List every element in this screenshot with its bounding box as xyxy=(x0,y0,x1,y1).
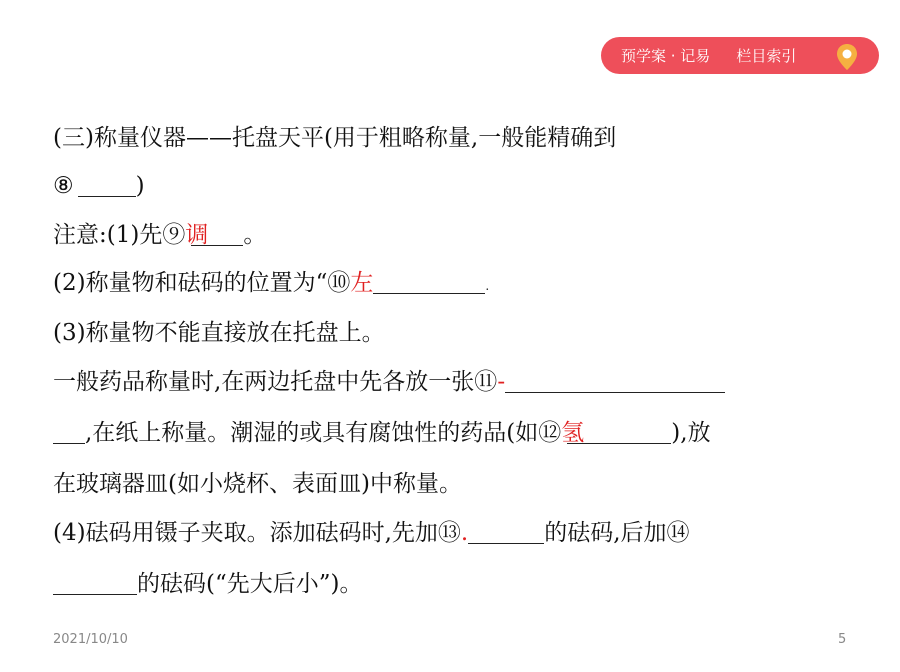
answer-blank-12[interactable] xyxy=(567,421,671,444)
text-line-7 xyxy=(53,418,711,448)
note-1-text: 注意:(1)先⑨ xyxy=(53,222,186,248)
answer-13: . xyxy=(460,520,469,546)
answer-blank-9[interactable] xyxy=(191,223,243,246)
period: 。 xyxy=(243,222,267,248)
answer-12: 氢 xyxy=(561,420,585,446)
nav-column-index[interactable]: 栏目索引 xyxy=(736,47,797,65)
nav-preview-study[interactable]: 预学案 · 记易 xyxy=(621,47,711,65)
location-pin-icon[interactable] xyxy=(835,43,859,71)
note-2-text: (2)称量物和砝码的位置为“⑩ xyxy=(53,270,351,296)
answer-9: 调 xyxy=(185,222,209,248)
text-line-9 xyxy=(53,518,690,548)
weights-end-text: 的砝码(“先大后小”)。 xyxy=(137,571,363,597)
text-line-5: (3)称量物不能直接放在托盘上。 xyxy=(53,320,385,346)
answer-blank-11-cont[interactable] xyxy=(53,421,85,444)
answer-blank-13[interactable] xyxy=(468,521,544,544)
dot: . xyxy=(485,279,490,293)
text-line-3 xyxy=(53,220,266,250)
text-line-2 xyxy=(53,171,145,201)
page-number: 5 xyxy=(838,632,847,647)
answer-11: - xyxy=(497,369,506,395)
nav-bar xyxy=(601,37,879,74)
weights-text: (4)砝码用镊子夹取。添加砝码时,先加⑬ xyxy=(53,520,461,546)
text-line-6 xyxy=(53,367,725,397)
paper-weighing-text: ,在纸上称量。潮湿的或具有腐蚀性的药品(如⑫ xyxy=(85,420,562,446)
general-weighing-text: 一般药品称量时,在两边托盘中先各放一张⑪ xyxy=(53,369,498,395)
answer-blank-11[interactable] xyxy=(505,370,725,393)
text-line-4 xyxy=(53,268,489,301)
answer-blank-8[interactable] xyxy=(78,174,136,197)
circle-number-8: ⑧ xyxy=(53,173,74,199)
text-line-10 xyxy=(53,569,362,599)
text-line-8: 在玻璃器皿(如小烧杯、表面皿)中称量。 xyxy=(53,471,462,497)
footer-date: 2021/10/10 xyxy=(53,632,128,647)
answer-blank-14[interactable] xyxy=(53,572,137,595)
answer-blank-10[interactable] xyxy=(373,271,485,294)
answer-10: 左 xyxy=(350,270,374,296)
paren-close: ) xyxy=(135,173,145,199)
line-7-end: ),放 xyxy=(671,420,711,446)
weights-mid-text: 的砝码,后加⑭ xyxy=(544,520,690,546)
text-line-1: (三)称量仪器——托盘天平(用于粗略称量,一般能精确到 xyxy=(53,125,617,151)
